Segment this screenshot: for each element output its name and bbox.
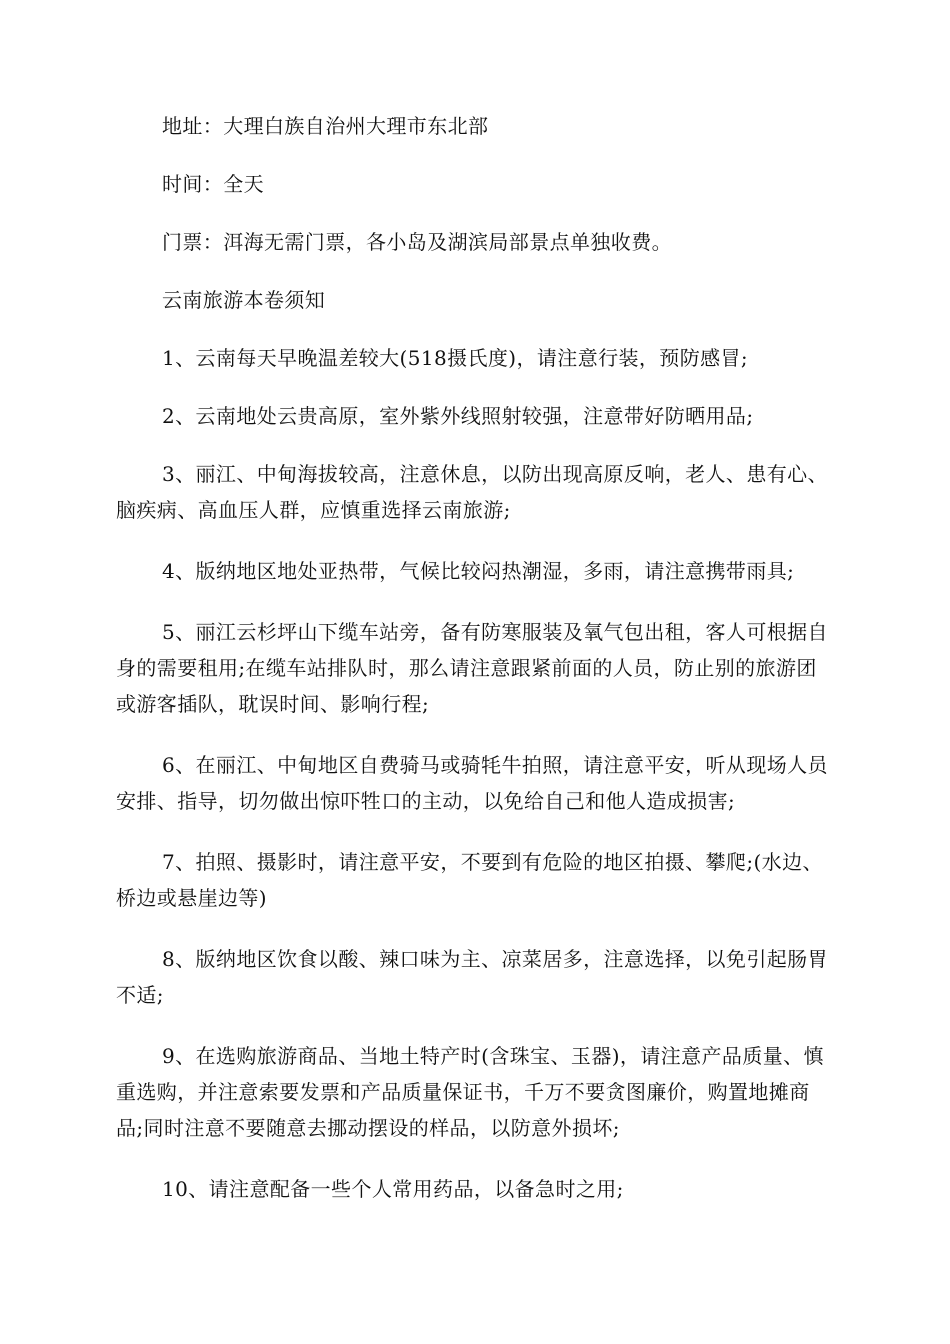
notice-item-2: 2、云南地处云贵高原，室外紫外线照射较强，注意带好防晒用品; <box>162 404 754 428</box>
notice-item-4: 4、版纳地区地处亚热带，气候比较闷热潮湿，多雨，请注意携带雨具; <box>162 559 795 583</box>
document-body <box>116 108 836 1229</box>
notice-item-9: 9、在选购旅游商品、当地土特产时(含珠宝、玉器)，请注意产品质量、慎重选购，并注意索要发票和产品质量保证书，千万不要贪图廉价，购置地摊商品;同时注意不要随意去挪动摆设的样品，以防意外损坏; <box>116 1044 824 1140</box>
time-line: 时间：全天 <box>162 172 264 196</box>
ticket-line: 门票：洱海无需门票，各小岛及湖滨局部景点单独收费。 <box>162 230 672 254</box>
notice-item-1: 1、云南每天早晚温差较大(518摄氏度)，请注意行装，预防感冒; <box>162 346 749 370</box>
notice-item-7: 7、拍照、摄影时，请注意平安，不要到有危险的地区拍摄、攀爬;(水边、桥边或悬崖边等) <box>116 850 823 910</box>
notice-item-5: 5、丽江云杉坪山下缆车站旁，备有防寒服装及氧气包出租，客人可根据自身的需要租用;在缆车站排队时，那么请注意跟紧前面的人员，防止别的旅游团或游客插队，耽误时间、影响行程; <box>116 620 828 716</box>
address-line: 地址：大理白族自治州大理市东北部 <box>162 114 489 138</box>
notice-item-3: 3、丽江、中甸海拔较高，注意休息，以防出现高原反响，老人、患有心、脑疾病、高血压人群，应慎重选择云南旅游; <box>116 462 828 522</box>
notice-item-6: 6、在丽江、中甸地区自费骑马或骑牦牛拍照，请注意平安，听从现场人员安排、指导，切勿做出惊吓牲口的主动，以免给自己和他人造成损害; <box>116 753 828 813</box>
notice-item-8: 8、版纳地区饮食以酸、辣口味为主、凉菜居多，注意选择，以免引起肠胃不适; <box>116 947 828 1007</box>
section-heading: 云南旅游本卷须知 <box>162 288 326 312</box>
notice-item-10: 10、请注意配备一些个人常用药品，以备急时之用; <box>162 1177 624 1201</box>
